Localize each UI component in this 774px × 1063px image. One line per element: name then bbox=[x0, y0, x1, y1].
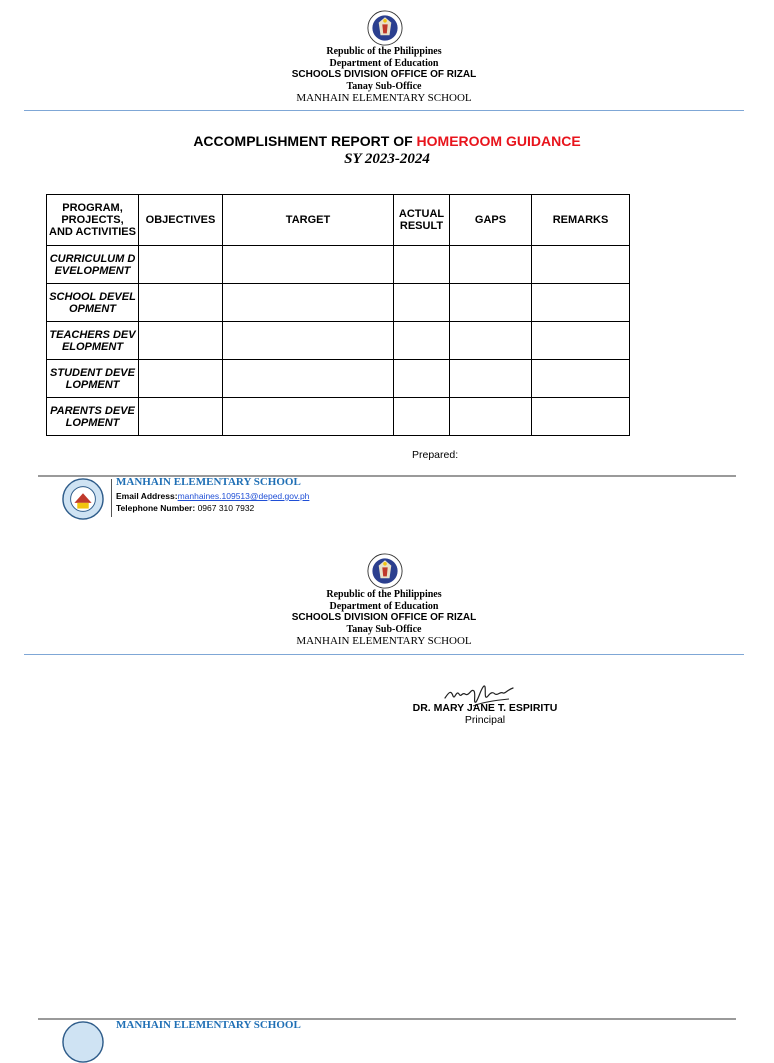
report-title bbox=[0, 133, 774, 149]
row-label: PARENTS DEVELOPMENT bbox=[47, 398, 139, 436]
table-cell[interactable] bbox=[223, 360, 394, 398]
report-title-highlight: HOMEROOM GUIDANCE bbox=[416, 133, 581, 149]
col-header-target: TARGET bbox=[223, 195, 394, 246]
table-cell[interactable] bbox=[450, 360, 532, 398]
signatory-position: Principal bbox=[464, 714, 506, 726]
email-link[interactable]: manhaines.109513@deped.gov.ph bbox=[177, 491, 310, 501]
signatory-name: DR. MARY JANE T. ESPIRITU bbox=[412, 702, 558, 714]
report-title-prefix: ACCOMPLISHMENT REPORT OF bbox=[193, 133, 417, 149]
table-row bbox=[47, 360, 630, 398]
school-logo-icon bbox=[62, 478, 104, 520]
table-row bbox=[47, 246, 630, 284]
table-row bbox=[47, 398, 630, 436]
deped-seal-icon bbox=[367, 10, 403, 46]
school-logo-icon bbox=[62, 1021, 104, 1063]
school-year: SY 2023-2024 bbox=[344, 151, 430, 167]
school-footer bbox=[38, 1018, 736, 1031]
footer-school-name: MANHAIN ELEMENTARY SCHOOL bbox=[116, 476, 301, 488]
school-line: MANHAIN ELEMENTARY SCHOOL bbox=[296, 92, 472, 104]
table-cell[interactable] bbox=[139, 284, 223, 322]
suboffice-line: Tanay Sub-Office bbox=[346, 623, 422, 635]
col-header-gaps: GAPS bbox=[450, 195, 532, 246]
row-label: STUDENT DEVELOPMENT bbox=[47, 360, 139, 398]
division-line: SCHOOLS DIVISION OFFICE OF RIZAL bbox=[291, 612, 477, 623]
table-cell[interactable] bbox=[532, 284, 630, 322]
table-cell[interactable] bbox=[394, 360, 450, 398]
table-row bbox=[47, 284, 630, 322]
suboffice-line: Tanay Sub-Office bbox=[346, 80, 422, 92]
table-cell[interactable] bbox=[532, 322, 630, 360]
row-label: CURRICULUM DEVELOPMENT bbox=[47, 246, 139, 284]
table-row bbox=[47, 322, 630, 360]
table-cell[interactable] bbox=[532, 246, 630, 284]
row-label: SCHOOL DEVELOPMENT bbox=[47, 284, 139, 322]
table-cell[interactable] bbox=[223, 398, 394, 436]
report-table bbox=[46, 194, 630, 436]
table-cell[interactable] bbox=[223, 322, 394, 360]
school-line: MANHAIN ELEMENTARY SCHOOL bbox=[296, 635, 472, 647]
table-cell[interactable] bbox=[139, 246, 223, 284]
school-footer bbox=[38, 475, 736, 523]
table-cell[interactable] bbox=[450, 398, 532, 436]
row-label: TEACHERS DEVELOPMENT bbox=[47, 322, 139, 360]
table-cell[interactable] bbox=[139, 360, 223, 398]
table-cell[interactable] bbox=[394, 398, 450, 436]
col-header-remarks: REMARKS bbox=[532, 195, 630, 246]
col-header-program: PROGRAM, PROJECTS, AND ACTIVITIES bbox=[47, 195, 139, 246]
header-divider bbox=[24, 654, 744, 655]
header-divider bbox=[24, 110, 744, 111]
col-header-actual-result: ACTUAL RESULT bbox=[394, 195, 450, 246]
table-cell[interactable] bbox=[394, 284, 450, 322]
table-cell[interactable] bbox=[532, 360, 630, 398]
phone-label: Telephone Number: bbox=[116, 503, 196, 513]
deped-seal-icon bbox=[367, 553, 403, 589]
prepared-label: Prepared: bbox=[412, 449, 459, 461]
table-cell[interactable] bbox=[450, 284, 532, 322]
email-label: Email Address: bbox=[116, 491, 178, 501]
col-header-objectives: OBJECTIVES bbox=[139, 195, 223, 246]
phone-number: 0967 310 7932 bbox=[197, 503, 255, 513]
department-line: Department of Education bbox=[329, 57, 439, 69]
table-cell[interactable] bbox=[394, 322, 450, 360]
table-cell[interactable] bbox=[139, 398, 223, 436]
table-header-row bbox=[47, 195, 630, 246]
table-cell[interactable] bbox=[450, 246, 532, 284]
table-cell[interactable] bbox=[394, 246, 450, 284]
footer-phone bbox=[116, 503, 254, 513]
footer-separator bbox=[111, 479, 112, 517]
department-line: Department of Education bbox=[329, 600, 439, 612]
table-cell[interactable] bbox=[532, 398, 630, 436]
republic-line: Republic of the Philippines bbox=[326, 46, 442, 57]
table-cell[interactable] bbox=[450, 322, 532, 360]
table-cell[interactable] bbox=[139, 322, 223, 360]
republic-line: Republic of the Philippines bbox=[326, 589, 442, 600]
division-line: SCHOOLS DIVISION OFFICE OF RIZAL bbox=[291, 69, 477, 80]
table-cell[interactable] bbox=[223, 284, 394, 322]
footer-email bbox=[116, 491, 309, 501]
table-cell[interactable] bbox=[223, 246, 394, 284]
footer-school-name: MANHAIN ELEMENTARY SCHOOL bbox=[116, 1019, 301, 1031]
